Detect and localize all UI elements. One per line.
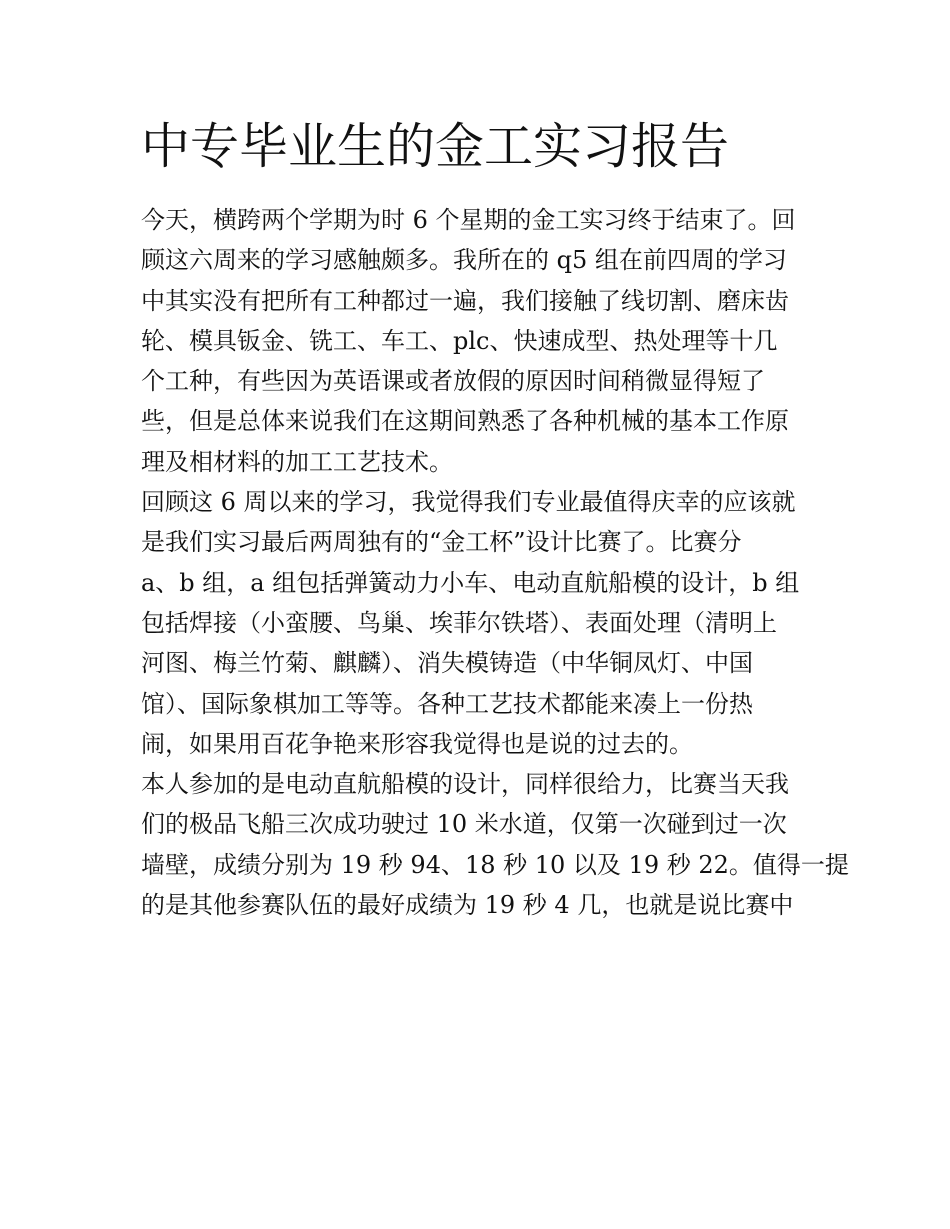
document-body bbox=[141, 112, 849, 925]
text-line: 们的极品飞船三次成功驶过 10 米水道，仅第一次碰到过一次 bbox=[141, 810, 787, 839]
text-line: 包括焊接（小蛮腰、鸟巢、埃菲尔铁塔）、表面处理（清明上 bbox=[141, 608, 777, 637]
text-line: 河图、梅兰竹菊、麒麟）、消失模铸造（中华铜凤灯、中国 bbox=[141, 649, 753, 678]
paragraph-2 bbox=[141, 482, 813, 764]
paragraph-1 bbox=[141, 200, 813, 482]
text-line: 本人参加的是电动直航船模的设计，同样很给力，比赛当天我 bbox=[141, 770, 789, 799]
text-line: 闹，如果用百花争艳来形容我觉得也是说的过去的。 bbox=[141, 729, 693, 758]
text-line: 顾这六周来的学习感触颇多。我所在的 q5 组在前四周的学习 bbox=[141, 246, 787, 275]
text-line: 回顾这 6 周以来的学习，我觉得我们专业最值得庆幸的应该就 bbox=[141, 488, 796, 517]
text-line: 是我们实习最后两周独有的“金工杯”设计比赛了。比赛分 bbox=[141, 528, 742, 557]
text-line: 墙壁，成绩分别为 19 秒 94、18 秒 10 以及 19 秒 22。值得一提 bbox=[141, 850, 849, 879]
text-line: a、b 组，a 组包括弹簧动力小车、电动直航船模的设计，b 组 bbox=[141, 568, 800, 597]
text-line: 馆）、国际象棋加工等等。各种工艺技术都能来凑上一份热 bbox=[141, 689, 753, 718]
text-line: 中其实没有把所有工种都过一遍，我们接触了线切割、磨床齿 bbox=[141, 286, 789, 315]
text-line: 轮、模具钣金、铣工、车工、plc、快速成型、热处理等十几 bbox=[141, 326, 778, 355]
text-line: 的是其他参赛队伍的最好成绩为 19 秒 4 几，也就是说比赛中 bbox=[141, 891, 794, 920]
text-line: 个工种，有些因为英语课或者放假的原因时间稍微显得短了 bbox=[141, 367, 765, 396]
document-title: 中专毕业生的金工实习报告 bbox=[141, 118, 730, 175]
text-line: 今天，横跨两个学期为时 6 个星期的金工实习终于结束了。回 bbox=[141, 206, 796, 234]
text-line: 理及相材料的加工工艺技术。 bbox=[141, 447, 453, 476]
paragraph-3 bbox=[141, 764, 849, 925]
text-line: 些，但是总体来说我们在这期间熟悉了各种机械的基本工作原 bbox=[141, 407, 789, 436]
